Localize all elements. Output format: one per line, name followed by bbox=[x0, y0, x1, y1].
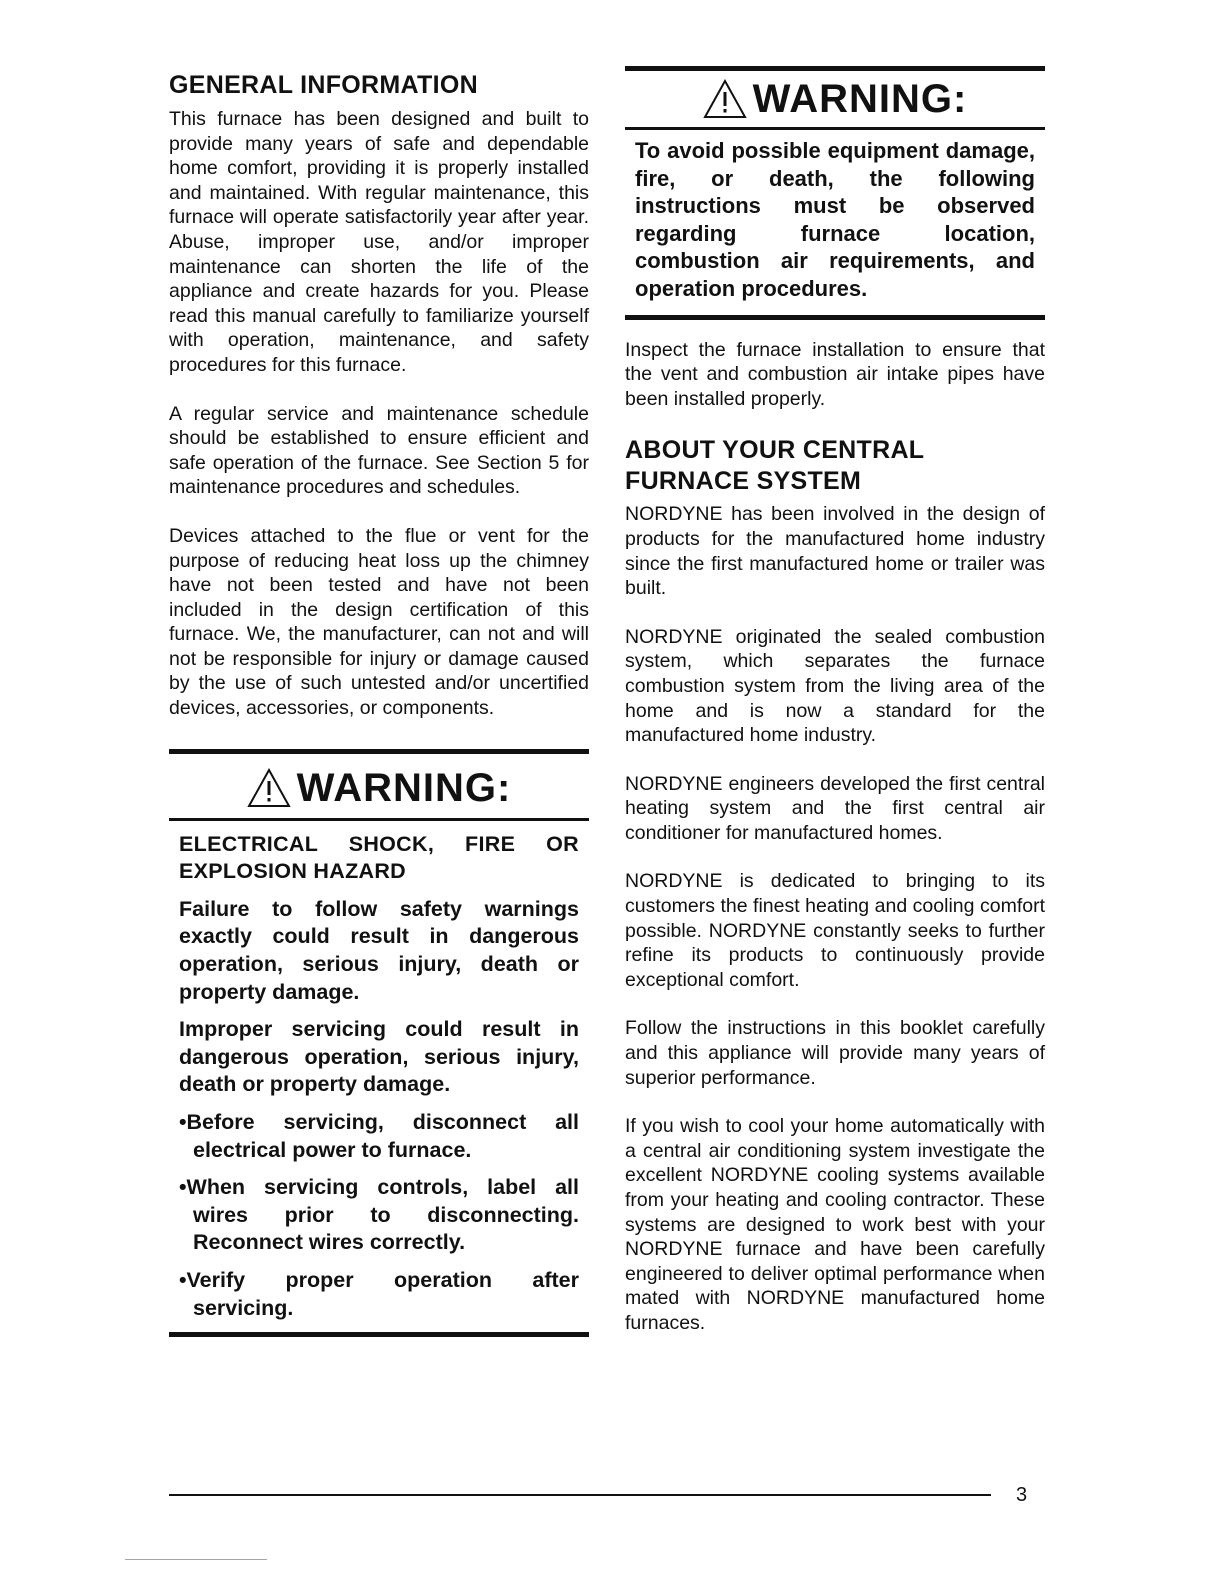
about-paragraph: NORDYNE originated the sealed combustion system, which separates the furnace combustion system from the living area of the home and is now a standard for the manufactured home industry. bbox=[625, 625, 1045, 747]
warning-paragraph-2: Improper servicing could result in dangerous operation, serious injury, death or property damage. bbox=[179, 1017, 579, 1097]
warning-title: WARNING: bbox=[752, 77, 968, 121]
warning-bullet: •Before servicing, disconnect all electrical power to furnace. bbox=[179, 1110, 579, 1162]
warning-title: WARNING: bbox=[296, 765, 512, 810]
left-warning-box bbox=[169, 749, 589, 1338]
about-heading-line-2: FURNACE SYSTEM bbox=[625, 467, 862, 496]
left-column bbox=[169, 70, 589, 1337]
about-heading-line-1: ABOUT YOUR CENTRAL bbox=[625, 436, 925, 465]
warning-bottom-rule bbox=[169, 1332, 589, 1337]
footer-rule bbox=[169, 1494, 991, 1496]
about-paragraph: If you wish to cool your home automatically with a central air conditioning system investigate the excellent NORDYNE cooling systems available from your heating and cooling contractor. These systems are designed to work best with your NORDYNE furnace and have been carefully engineered to deliver optimal performance when mated with NORDYNE manufactured home furnaces. bbox=[625, 1115, 1045, 1334]
warning-paragraph-1: Failure to follow safety warnings exactly could result in dangerous operation, serious injury, death or property damage. bbox=[179, 896, 579, 1004]
right-warning-box bbox=[625, 66, 1045, 320]
about-paragraph: Follow the instructions in this booklet carefully and this appliance will provide many years of superior performance. bbox=[625, 1017, 1045, 1089]
about-paragraph: NORDYNE is dedicated to bringing to its customers the finest heating and cooling comfort possible. NORDYNE constantly seeks to further refine its products to continuously provide exceptional comfort. bbox=[625, 870, 1045, 991]
warning-bullet: •When servicing controls, label all wires prior to disconnecting. Reconnect wires correctly. bbox=[179, 1175, 579, 1255]
general-info-paragraph-3: Devices attached to the flue or vent for the purpose of reducing heat loss up the chimney have not been tested and have not been included in the design certification of this furnace. We, the manufacturer, can not and will not be responsible for injury or damage caused by the use of such untested and/or uncertified devices, accessories, or components. bbox=[169, 524, 589, 720]
warning-top-rule bbox=[169, 749, 589, 754]
warning-triangle-icon bbox=[703, 79, 747, 119]
about-paragraph: NORDYNE has been involved in the design of products for the manufactured home industry since the first manufactured home or trailer was built. bbox=[625, 503, 1045, 600]
general-info-paragraph-2: A regular service and maintenance schedule should be established to ensure efficient and safe operation of the furnace. See Section 5 for maintenance procedures and schedules. bbox=[169, 402, 589, 499]
warning-hazard-type: ELECTRICAL SHOCK, FIRE OR EXPLOSION HAZARD bbox=[179, 831, 579, 884]
about-paragraph: NORDYNE engineers developed the first central heating system and the first central air conditioner for manufactured homes. bbox=[625, 772, 1045, 844]
general-information-heading: GENERAL INFORMATION bbox=[169, 71, 478, 99]
warning-triangle-icon bbox=[247, 768, 291, 808]
right-warning-text: To avoid possible equipment damage, fire, or death, the following instructions must be observed regarding furnace location, combustion air requirements, and operation procedures. bbox=[635, 138, 1035, 301]
general-info-paragraph-1: This furnace has been designed and built to provide many years of safe and dependable home comfort, providing it is properly installed and maintained. With regular maintenance, this furnace will operate satisfactorily year after year. Abuse, improper use, and/or improper maintenance can shorten the life of the appliance and create hazards for you. Please read this manual carefully to familiarize yourself with operation, maintenance, and safety procedures for this furnace. bbox=[169, 108, 589, 376]
warning-header bbox=[625, 71, 1045, 127]
bottom-edge-line bbox=[125, 1559, 267, 1560]
warning-header bbox=[169, 758, 589, 818]
right-column bbox=[625, 66, 1045, 1336]
warning-bullet: •Verify proper operation after servicing. bbox=[179, 1267, 579, 1320]
inspect-paragraph: Inspect the furnace installation to ensure that the vent and combustion air intake pipes have been installed properly. bbox=[625, 338, 1045, 410]
page-number: 3 bbox=[1016, 1484, 1028, 1506]
